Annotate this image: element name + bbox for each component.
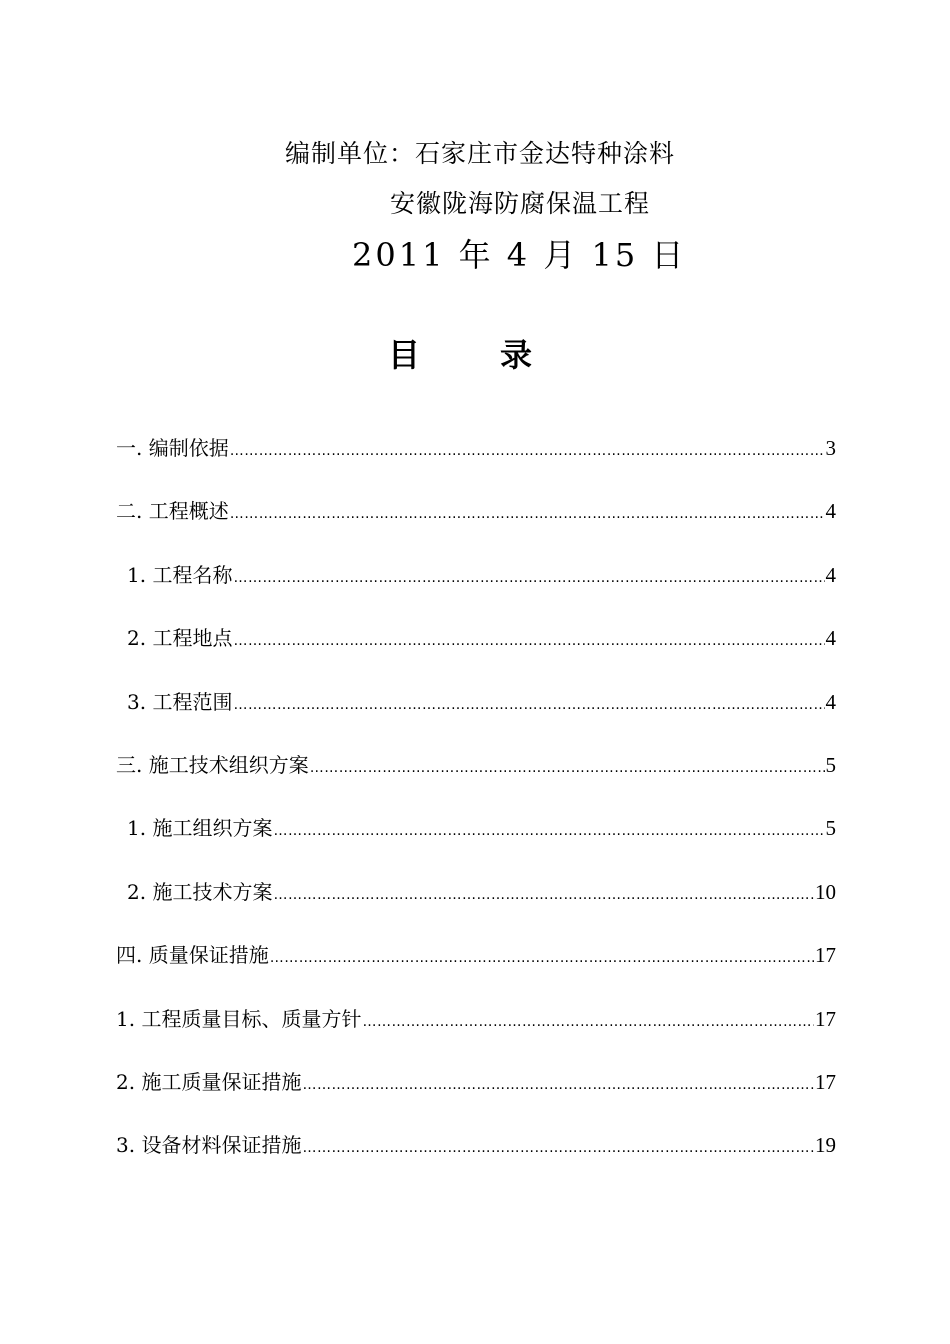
compiling-unit: 编制单位：石家庄市金达特种涂料: [285, 139, 676, 168]
toc-entry-label: 3. 工程范围: [127, 689, 233, 714]
toc-leader: [233, 697, 824, 713]
toc-entry[interactable]: [116, 749, 836, 812]
toc-entry-label: 1. 工程质量目标、质量方针: [116, 1006, 362, 1031]
toc-entry-label: 二. 工程概述: [116, 499, 229, 524]
toc-entry-label: 3. 设备材料保证措施: [116, 1133, 302, 1158]
toc-entry-label: 2. 施工质量保证措施: [116, 1069, 302, 1094]
toc-entry-page: 4: [825, 562, 836, 587]
toc-entry[interactable]: [116, 1066, 836, 1129]
toc-entry[interactable]: [116, 1003, 836, 1066]
toc-entry[interactable]: [116, 812, 836, 875]
toc-leader: [273, 887, 814, 903]
toc-entry-page: 5: [825, 816, 836, 841]
toc-entry-label: 1. 施工组织方案: [127, 816, 273, 841]
toc-entry[interactable]: [116, 1129, 836, 1192]
toc-entry[interactable]: [116, 495, 836, 558]
toc-entry-label: 1. 工程名称: [127, 562, 233, 587]
toc-leader: [233, 633, 824, 649]
toc-entry[interactable]: [116, 559, 836, 622]
toc-entry-page: 5: [825, 752, 836, 777]
toc-leader: [230, 506, 825, 522]
toc-entry[interactable]: [116, 939, 836, 1002]
table-of-contents: [116, 432, 836, 1193]
toc-leader: [230, 443, 825, 459]
toc-entry[interactable]: [116, 622, 836, 685]
toc-leader: [310, 760, 825, 776]
toc-entry[interactable]: [116, 432, 836, 495]
toc-leader: [273, 823, 824, 839]
toc-leader: [302, 1140, 814, 1156]
toc-entry[interactable]: [116, 876, 836, 939]
project-name: 安徽陇海防腐保温工程: [390, 189, 651, 218]
toc-entry-page: 10: [815, 879, 836, 904]
document-date: 2011 年 4 月 15 日: [352, 236, 687, 274]
toc-leader: [362, 1014, 814, 1030]
toc-entry-page: 17: [815, 1069, 836, 1094]
toc-entry-page: 4: [825, 499, 836, 524]
toc-leader: [270, 950, 814, 966]
toc-title: 目录: [387, 336, 612, 374]
toc-entry-label: 四. 质量保证措施: [116, 943, 269, 968]
toc-entry-page: 19: [815, 1133, 836, 1158]
toc-entry-label: 2. 工程地点: [127, 626, 233, 651]
toc-leader: [302, 1077, 814, 1093]
toc-entry-page: 4: [825, 626, 836, 651]
toc-entry-page: 3: [825, 436, 836, 460]
toc-leader: [233, 570, 824, 586]
toc-entry-page: 17: [815, 1006, 836, 1031]
toc-entry-page: 4: [825, 689, 836, 714]
toc-entry-label: 一. 编制依据: [116, 436, 229, 460]
toc-entry-page: 17: [815, 943, 836, 968]
toc-entry[interactable]: [116, 686, 836, 749]
toc-entry-label: 2. 施工技术方案: [127, 879, 273, 904]
toc-entry-label: 三. 施工技术组织方案: [116, 752, 309, 777]
